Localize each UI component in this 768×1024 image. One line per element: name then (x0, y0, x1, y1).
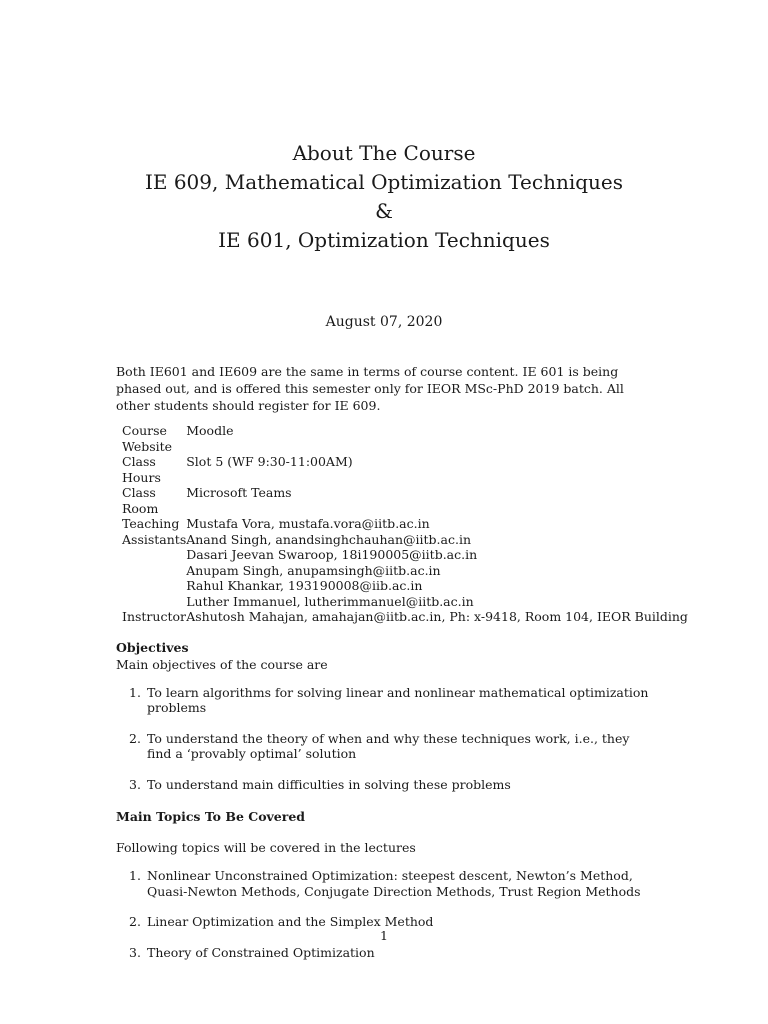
title-line-2: IE 609, Mathematical Optimization Techniques (144, 170, 624, 194)
list-number: 3. (129, 776, 141, 792)
info-label: Teaching Assistants (122, 516, 187, 547)
intro-paragraph: Both IE601 and IE609 are the same in terms of course content. IE 601 is being phased out, and is offered this semester only for IEOR MSc-PhD 2019 batch. All other students should register for IE 609. (116, 364, 624, 413)
title-line-3: & (375, 199, 393, 223)
info-value: Ashutosh Mahajan, amahajan@iitb.ac.in, Ph: x-9418, Room 104, IEOR Building (186, 609, 688, 624)
info-label: Class Hours (122, 454, 161, 485)
list-text: To understand main difficulties in solving these problems (147, 776, 511, 792)
list-text: To understand the theory of when and why these techniques work, i.e., they find a ‘provably optimal’ solution (147, 730, 630, 761)
info-row-hours (122, 454, 688, 485)
info-row-instructor (122, 609, 688, 625)
list-number: 1. (129, 684, 141, 700)
document-date: August 07, 2020 (325, 314, 443, 330)
objectives-heading: Objectives (116, 639, 189, 655)
topics-list (116, 868, 656, 960)
ta-entry: Anand Singh, anandsinghchauhan@iitb.ac.in (186, 531, 471, 547)
info-label: Class Room (122, 485, 159, 516)
info-value: Microsoft Teams (186, 485, 292, 500)
list-item (116, 868, 656, 899)
ta-entry: Rahul Khankar, 193190008@iib.ac.in (186, 578, 423, 593)
page-number: 1 (380, 928, 388, 943)
course-info-table (122, 423, 688, 625)
info-value: Moodle (186, 423, 234, 438)
objectives-intro: Main objectives of the course are (116, 656, 328, 672)
list-number: 1. (129, 868, 141, 883)
list-text: Nonlinear Unconstrained Optimization: steepest descent, Newton’s Method, Quasi-Newton Methods, Conjugate Direction Methods, Trust Region Methods (147, 868, 641, 899)
ta-entry: Mustafa Vora, mustafa.vora@iitb.ac.in (186, 516, 430, 531)
title-line-4: IE 601, Optimization Techniques (218, 228, 550, 252)
info-value: Slot 5 (WF 9:30-11:00AM) (186, 454, 353, 469)
list-text: Linear Optimization and the Simplex Method (147, 914, 434, 929)
list-item (116, 685, 656, 716)
ta-entry: Dasari Jeevan Swaroop, 18i190005@iitb.ac.in (186, 547, 478, 562)
list-number: 3. (129, 944, 141, 960)
objectives-list (116, 685, 656, 793)
ta-list (186, 516, 688, 609)
topics-intro: Following topics will be covered in the lectures (116, 840, 416, 855)
document-body (116, 363, 688, 975)
ta-entry: Luther Immanuel, lutherimmanuel@iitb.ac.in (186, 593, 474, 609)
list-text: Theory of Constrained Optimization (147, 944, 375, 960)
list-item (116, 777, 656, 793)
topics-heading: Main Topics To Be Covered (116, 809, 306, 824)
info-label: Course Website (122, 423, 173, 454)
list-number: 2. (129, 914, 141, 929)
ta-entry: Anupam Singh, anupamsingh@iitb.ac.in (186, 562, 441, 578)
list-number: 2. (129, 730, 141, 746)
title-line-1: About The Course (292, 141, 476, 165)
info-label: Instructor (122, 609, 186, 624)
info-row-room (122, 485, 688, 516)
info-row-website (122, 423, 688, 454)
list-item (116, 731, 656, 762)
list-text: To learn algorithms for solving linear and nonlinear mathematical optimization problems (147, 684, 649, 715)
info-row-tas (122, 516, 688, 609)
list-item (116, 945, 656, 961)
document-title (0, 139, 768, 255)
